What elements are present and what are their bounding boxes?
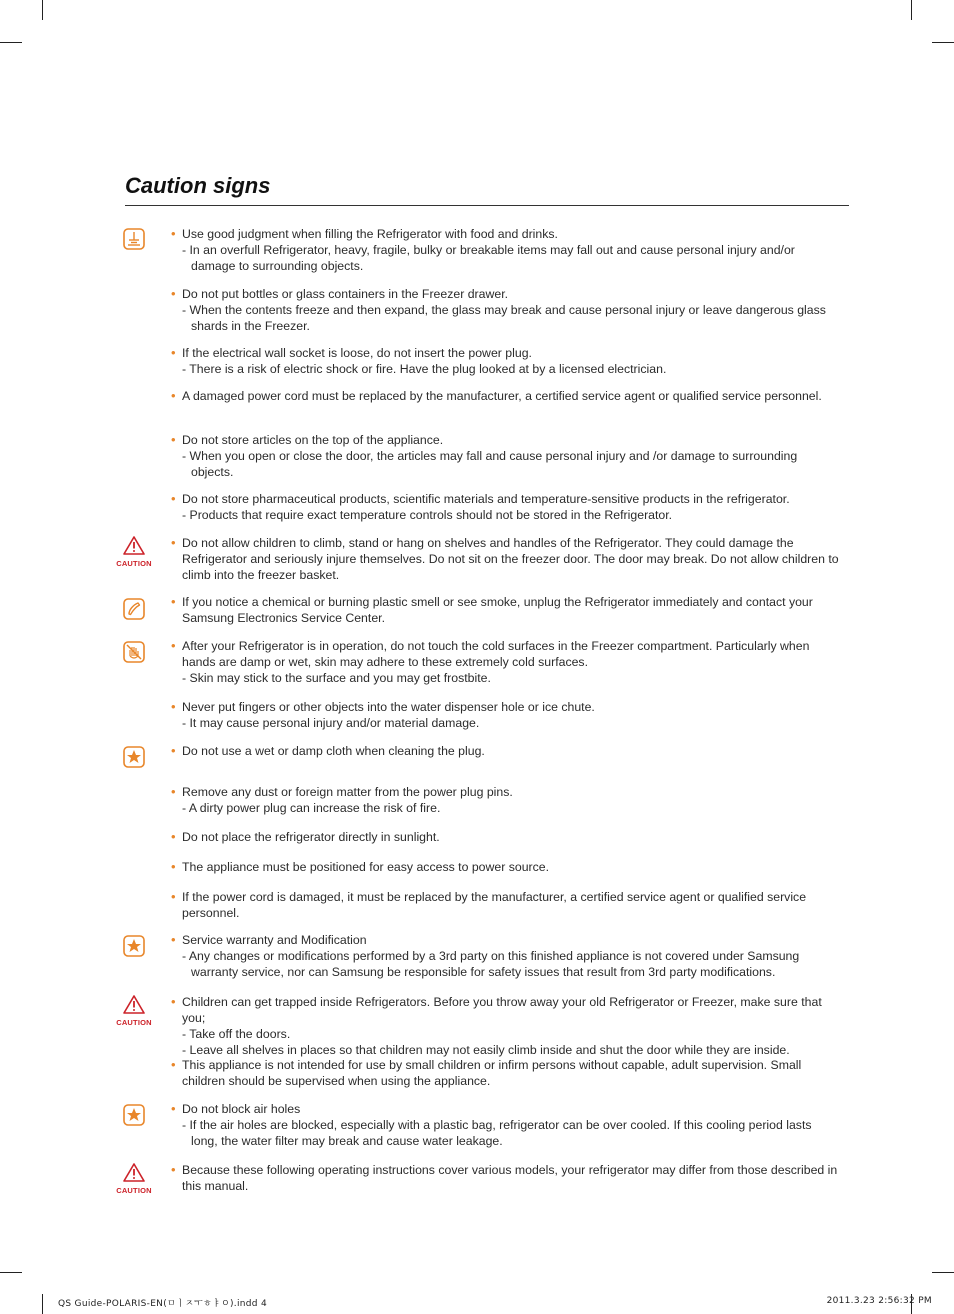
crop-mark [932, 1272, 954, 1273]
sub-text: - When the contents freeze and then expand, the glass may break and cause personal injury or leave dangerous glass shards in the Freezer. [182, 303, 826, 333]
warning-icon [112, 1163, 156, 1195]
sub-text: - There is a risk of electric shock or fire. Have the plug looked at by a licensed electrician. [182, 362, 667, 376]
bullet-text: • Do not store pharmaceutical products, scientific materials and temperature-sensitive products in the refrigerator. [171, 491, 841, 507]
sub-text: - Leave all shelves in places so that children may not easily climb inside and shut the door while they are inside. [182, 1043, 790, 1057]
crop-mark [42, 0, 43, 20]
list-item [171, 638, 841, 686]
warning-icon [112, 536, 156, 568]
star-note-icon [123, 746, 145, 768]
bullet-text: • If the power cord is damaged, it must be replaced by the manufacturer, a certified service agent or qualified service personnel. [171, 889, 841, 921]
list-item [171, 491, 841, 523]
warning-icon [112, 995, 156, 1027]
crop-mark [42, 1294, 43, 1314]
bullet-text: • Remove any dust or foreign matter from the power plug pins. [171, 784, 841, 800]
list-item [171, 743, 841, 759]
bullet-text: • Do not place the refrigerator directly in sunlight. [171, 829, 841, 845]
list-item [171, 889, 841, 921]
list-item [171, 535, 841, 583]
caution-label: CAUTION [116, 1186, 152, 1195]
list-item [171, 829, 841, 845]
list-item [171, 1101, 841, 1149]
bullet-text: • After your Refrigerator is in operation, do not touch the cold surfaces in the Freezer compartment. Particularly when hands are damp or wet, skin may adhere to these extremely cold surfaces. [171, 638, 841, 670]
list-item [171, 345, 841, 377]
crop-mark [0, 1272, 22, 1273]
star-note-icon [123, 1104, 145, 1126]
bullet-text: • This appliance is not intended for use by small children or infirm persons without capable, adult supervision. Small children should be supervised when using the appliance. [171, 1057, 841, 1089]
sub-text: - A dirty power plug can increase the risk of fire. [182, 801, 441, 815]
sub-text: - In an overfull Refrigerator, heavy, fragile, bulky or breakable items may fall out and cause personal injury and/or damage to surrounding objects. [182, 243, 795, 273]
list-item [171, 994, 841, 1058]
bullet-text: • If you notice a chemical or burning plastic smell or see smoke, unplug the Refrigerator immediately and contact your Samsung Electronics Service Center. [171, 594, 841, 626]
list-item [171, 388, 841, 404]
sub-text: - When you open or close the door, the articles may fall and cause personal injury and /or damage to surrounding objects. [182, 449, 798, 479]
sub-text: - Skin may stick to the surface and you may get frostbite. [182, 671, 491, 685]
crop-mark [911, 0, 912, 20]
list-item [171, 859, 841, 875]
sub-text: - It may cause personal injury and/or material damage. [182, 716, 480, 730]
bullet-text: • Service warranty and Modification [171, 932, 841, 948]
no-touch-icon [123, 641, 145, 663]
bullet-text: • A damaged power cord must be replaced by the manufacturer, a certified service agent or qualified service personnel. [171, 388, 841, 404]
page-title: Caution signs [125, 173, 271, 198]
bullet-text: • Never put fingers or other objects into the water dispenser hole or ice chute. [171, 699, 841, 715]
bullet-text: • Do not put bottles or glass containers in the Freezer drawer. [171, 286, 841, 302]
title-divider [125, 205, 849, 206]
footer-filename: QS Guide-POLARIS-EN(ㅁㅣㅈㅜㅎㅑㅇ).indd 4 [58, 1299, 267, 1309]
list-item [171, 932, 841, 980]
list-item [171, 432, 841, 480]
caution-label: CAUTION [116, 559, 152, 568]
sub-text: - Take off the doors. [182, 1027, 291, 1041]
bullet-text: • Use good judgment when filling the Refrigerator with food and drinks. [171, 226, 841, 242]
caution-label: CAUTION [116, 1018, 152, 1027]
sub-text: - Products that require exact temperature controls should not be stored in the Refrigerator. [182, 508, 673, 522]
list-item [171, 286, 841, 334]
grounding-icon [123, 228, 145, 250]
list-item [171, 699, 841, 731]
sub-text: - Any changes or modifications performed by a 3rd party on this finished appliance is not covered under Samsung warranty service, nor can Samsung be responsible for safety issues that result from 3rd party modifications. [182, 949, 800, 979]
sub-text: - If the air holes are blocked, especially with a plastic bag, refrigerator can be over cooled. If this cooling period lasts long, the water filter may break and cause water leakage. [182, 1118, 812, 1148]
footer-timestamp: 2011.3.23 2:56:32 PM [826, 1296, 932, 1306]
list-item [171, 226, 841, 274]
bullet-text: • Do not store articles on the top of the appliance. [171, 432, 841, 448]
crop-mark [0, 42, 22, 43]
bullet-text: • The appliance must be positioned for easy access to power source. [171, 859, 841, 875]
list-item [171, 1162, 841, 1194]
list-item [171, 1057, 841, 1089]
bullet-text: • Children can get trapped inside Refrigerators. Before you throw away your old Refrigerator or Freezer, make sure that you; [171, 994, 841, 1026]
bullet-text: • Do not block air holes [171, 1101, 841, 1117]
list-item [171, 594, 841, 626]
bullet-text: • If the electrical wall socket is loose, do not insert the power plug. [171, 345, 841, 361]
crop-mark [932, 42, 954, 43]
phone-icon [123, 598, 145, 620]
bullet-text: • Do not use a wet or damp cloth when cleaning the plug. [171, 743, 841, 759]
list-item [171, 784, 841, 816]
star-note-icon [123, 935, 145, 957]
bullet-text: • Do not allow children to climb, stand or hang on shelves and handles of the Refrigerator. They could damage the Refrigerator and seriously injure themselves. Do not sit on the freezer door. The door may break. Do not allow children to climb into the freezer basket. [171, 535, 841, 583]
bullet-text: • Because these following operating instructions cover various models, your refrigerator may differ from those described in this manual. [171, 1162, 841, 1194]
